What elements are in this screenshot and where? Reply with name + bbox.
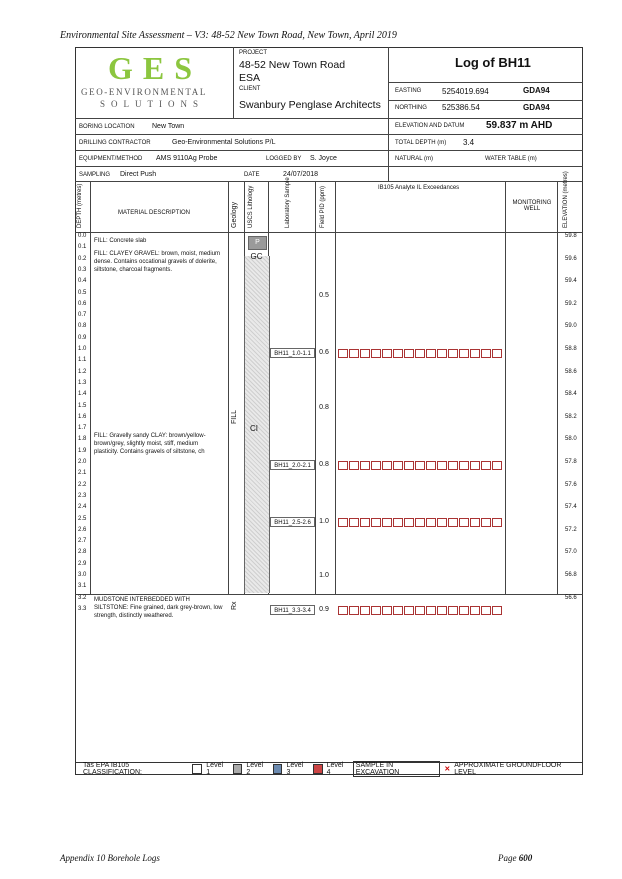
legend-approx: APPROXIMATE GROUNDFLOOR LEVEL: [454, 762, 562, 776]
depth-tick: 1.3: [78, 379, 87, 386]
depth-tick: 3.2: [78, 594, 87, 601]
depth-tick: 2.9: [78, 560, 87, 567]
depth-tick: 3.0: [78, 572, 87, 578]
sample-4: BH11_3.3-3.4: [270, 605, 315, 615]
elevation-tick: 59.0: [565, 323, 577, 330]
level1-swatch: [192, 764, 202, 774]
sample-1: BH11_1.0-1.1: [270, 348, 315, 358]
divider: [75, 594, 583, 595]
col-geology: Geology: [231, 201, 238, 228]
divider: [233, 47, 234, 118]
sampling-label: SAMPLING: [79, 172, 111, 178]
elevation-tick: 59.2: [565, 300, 577, 307]
divider: [228, 181, 229, 594]
depth-tick: 2.6: [78, 526, 87, 533]
elevation-tick: 56.6: [565, 594, 577, 601]
elevation-tick: 57.4: [565, 504, 577, 511]
northing-datum: GDA94: [523, 103, 550, 112]
depth-tick: 0.1: [78, 244, 87, 251]
legend-l3: Level 3: [286, 762, 304, 776]
divider: [75, 181, 583, 182]
equipment-value: AMS 9110Ag Probe: [156, 155, 218, 162]
depth-tick: 2.7: [78, 538, 87, 545]
total-depth-label: TOTAL DEPTH (m): [395, 140, 447, 146]
depth-tick: 1.8: [78, 436, 87, 443]
client-label: CLIENT: [239, 86, 261, 92]
desc-concrete: FILL: Concrete slab: [94, 238, 147, 244]
depth-tick: 0.8: [78, 323, 87, 330]
depth-tick: 0.7: [78, 312, 87, 319]
uscs-ci: CI: [250, 424, 258, 433]
geology-rx: Rx: [231, 601, 238, 610]
elevation-tick: 57.0: [565, 549, 577, 556]
depth-tick: 1.7: [78, 425, 87, 432]
pid-reading: 0.8: [319, 404, 329, 411]
depth-tick: 0.0: [78, 233, 87, 239]
northing-value: 525386.54: [442, 103, 480, 112]
divider: [75, 166, 583, 167]
legend-label: Tas EPA IB105 CLASSIFICATION:: [83, 762, 142, 776]
easting-value: 5254019.694: [442, 87, 489, 96]
page-header: Environmental Site Assessment – V3: 48-52 New Town Road, New Town, April 2019: [60, 30, 397, 41]
col-elevation: ELEVATION (metres): [563, 171, 569, 228]
depth-tick: 1.5: [78, 402, 87, 409]
client-name: Swanbury Penglase Architects: [239, 99, 381, 111]
pid-3: 1.0: [319, 518, 329, 525]
level2-swatch: [233, 764, 243, 774]
watertable-label: WATER TABLE (m): [485, 156, 537, 162]
divider: [505, 181, 506, 594]
footer-left: Appendix 10 Borehole Logs: [60, 853, 160, 863]
divider: [90, 181, 91, 594]
col-uscs: USCS Lithology: [248, 185, 254, 228]
date-label: DATE: [244, 172, 260, 178]
elevation-tick: 56.8: [565, 572, 577, 578]
sample-2: BH11_2.0-2.1: [270, 460, 315, 470]
total-depth-value: 3.4: [463, 138, 475, 147]
pid-4: 0.9: [319, 606, 329, 613]
legend-l4: Level 4: [326, 762, 344, 776]
depth-tick: 1.6: [78, 413, 87, 420]
analyte-row: [338, 518, 503, 527]
elevation-label: ELEVATION AND DATUM: [395, 123, 465, 129]
easting-label: EASTING: [395, 88, 422, 94]
pid-2: 0.8: [319, 461, 329, 468]
depth-tick: 3.1: [78, 583, 87, 590]
col-well: MONITORING WELL: [512, 200, 552, 212]
divider: [75, 232, 583, 233]
driller-label: DRILLING CONTRACTOR: [79, 140, 151, 146]
pid-1: 0.6: [319, 349, 329, 356]
pid-reading: 0.5: [319, 292, 329, 299]
geology-fill: FILL: [231, 409, 238, 424]
depth-tick: 2.8: [78, 549, 87, 556]
date-value: 24/07/2018: [283, 171, 319, 178]
elevation-tick: 59.8: [565, 233, 577, 239]
footer-page-prefix: Page: [498, 853, 519, 863]
svg-text:GES: GES: [107, 53, 203, 83]
legend-l2: Level 2: [246, 762, 264, 776]
elevation-tick: 58.4: [565, 391, 577, 398]
depth-tick: 1.2: [78, 368, 87, 375]
divider: [335, 181, 336, 594]
divider: [75, 150, 583, 151]
northing-label: NORTHING: [395, 105, 427, 111]
elevation-tick: 59.6: [565, 255, 577, 262]
level3-swatch: [273, 764, 283, 774]
logo-line2: SOLUTIONS: [100, 99, 205, 109]
sample-3: BH11_2.5-2.6: [270, 517, 315, 527]
divider: [75, 134, 583, 135]
depth-tick: 2.3: [78, 492, 87, 499]
divider: [557, 181, 558, 594]
depth-tick: 2.4: [78, 504, 87, 511]
elevation-tick: 59.4: [565, 278, 577, 285]
logged-label: LOGGED BY: [266, 156, 302, 162]
elevation-tick: 57.6: [565, 481, 577, 488]
depth-tick: 2.5: [78, 515, 87, 522]
legend-sample: SAMPLE IN EXCAVATION: [353, 761, 441, 777]
logged-value: S. Joyce: [310, 155, 337, 162]
uscs-p: P: [248, 236, 267, 250]
elevation-tick: 58.2: [565, 413, 577, 420]
equipment-label: EQUIPMENT/METHOD: [79, 156, 143, 162]
sampling-value: Direct Push: [120, 171, 157, 178]
depth-tick: 1.9: [78, 447, 87, 454]
x-icon: ✕: [444, 766, 451, 773]
footer-right: [498, 853, 532, 863]
uscs-gc: GC: [250, 252, 263, 261]
depth-tick: 1.4: [78, 391, 87, 398]
divider: [315, 181, 316, 594]
divider: [388, 82, 583, 83]
depth-tick: 0.3: [78, 266, 87, 273]
project-name: 48-52 New Town Road: [239, 59, 346, 71]
desc-mudstone: MUDSTONE INTERBEDDED WITH SILTSTONE: Fine grained, dark grey-brown, low strength, distinctly weathered.: [94, 597, 223, 619]
easting-datum: GDA94: [523, 86, 550, 95]
ges-logo-icon: [95, 53, 215, 83]
log-title: Log of BH11: [455, 55, 531, 70]
level4-swatch: [313, 764, 323, 774]
natural-label: NATURAL (m): [395, 156, 433, 162]
elevation-tick: 58.6: [565, 368, 577, 375]
col-material: MATERIAL DESCRIPTION: [118, 210, 191, 216]
depth-tick: 0.6: [78, 300, 87, 307]
divider: [75, 118, 583, 119]
depth-tick: 0.5: [78, 289, 87, 296]
depth-tick: 1.0: [78, 346, 87, 352]
footer-page-number: 600: [518, 853, 533, 863]
col-analyte: IB105 Analyte IL Exceedances: [378, 185, 460, 191]
depth-tick: 2.0: [78, 459, 87, 465]
depth-tick: 3.3: [78, 605, 87, 612]
desc-clayey-gravel: FILL: CLAYEY GRAVEL: brown, moist, medium dense. Contains occational gravels of dolerite, siltstone, charcoal fragments.: [94, 251, 221, 273]
logo-line1: GEO-ENVIRONMENTAL: [81, 87, 207, 97]
driller-value: Geo-Environmental Solutions P/L: [172, 139, 276, 146]
legend-l1: Level 1: [206, 762, 224, 776]
elevation-tick: 58.0: [565, 436, 577, 443]
analyte-row: [338, 606, 503, 615]
analyte-row: [338, 349, 503, 358]
project-sub: ESA: [239, 72, 261, 84]
desc-sandy-clay: FILL: Gravelly sandy CLAY: brown/yellow-brown/grey, slightly moist, stiff, medium plasticity. Contains gravels of siltstone, ch: [94, 433, 206, 455]
elevation-tick: 57.2: [565, 526, 577, 533]
boring-value: New Town: [152, 123, 185, 130]
divider: [388, 47, 389, 181]
divider: [388, 100, 583, 101]
elevation-tick: 57.8: [565, 459, 577, 465]
col-lab: Laboratory Sample: [285, 177, 291, 228]
classification-legend: [75, 762, 583, 775]
depth-tick: 0.4: [78, 278, 87, 285]
depth-tick: 0.9: [78, 334, 87, 341]
boring-label: BORING LOCATION: [79, 124, 135, 130]
depth-tick: 2.2: [78, 481, 87, 488]
analyte-row: [338, 461, 503, 470]
elevation-tick: 58.8: [565, 346, 577, 352]
col-pid: Field PID (ppm): [320, 185, 326, 228]
depth-tick: 1.1: [78, 357, 87, 364]
elevation-value: 59.837 m AHD: [486, 120, 553, 131]
col-depth: DEPTH (metres): [77, 183, 83, 228]
project-label: PROJECT: [239, 50, 268, 56]
depth-tick: 2.1: [78, 470, 87, 477]
pid-reading: 1.0: [319, 572, 329, 579]
depth-tick: 0.2: [78, 255, 87, 262]
